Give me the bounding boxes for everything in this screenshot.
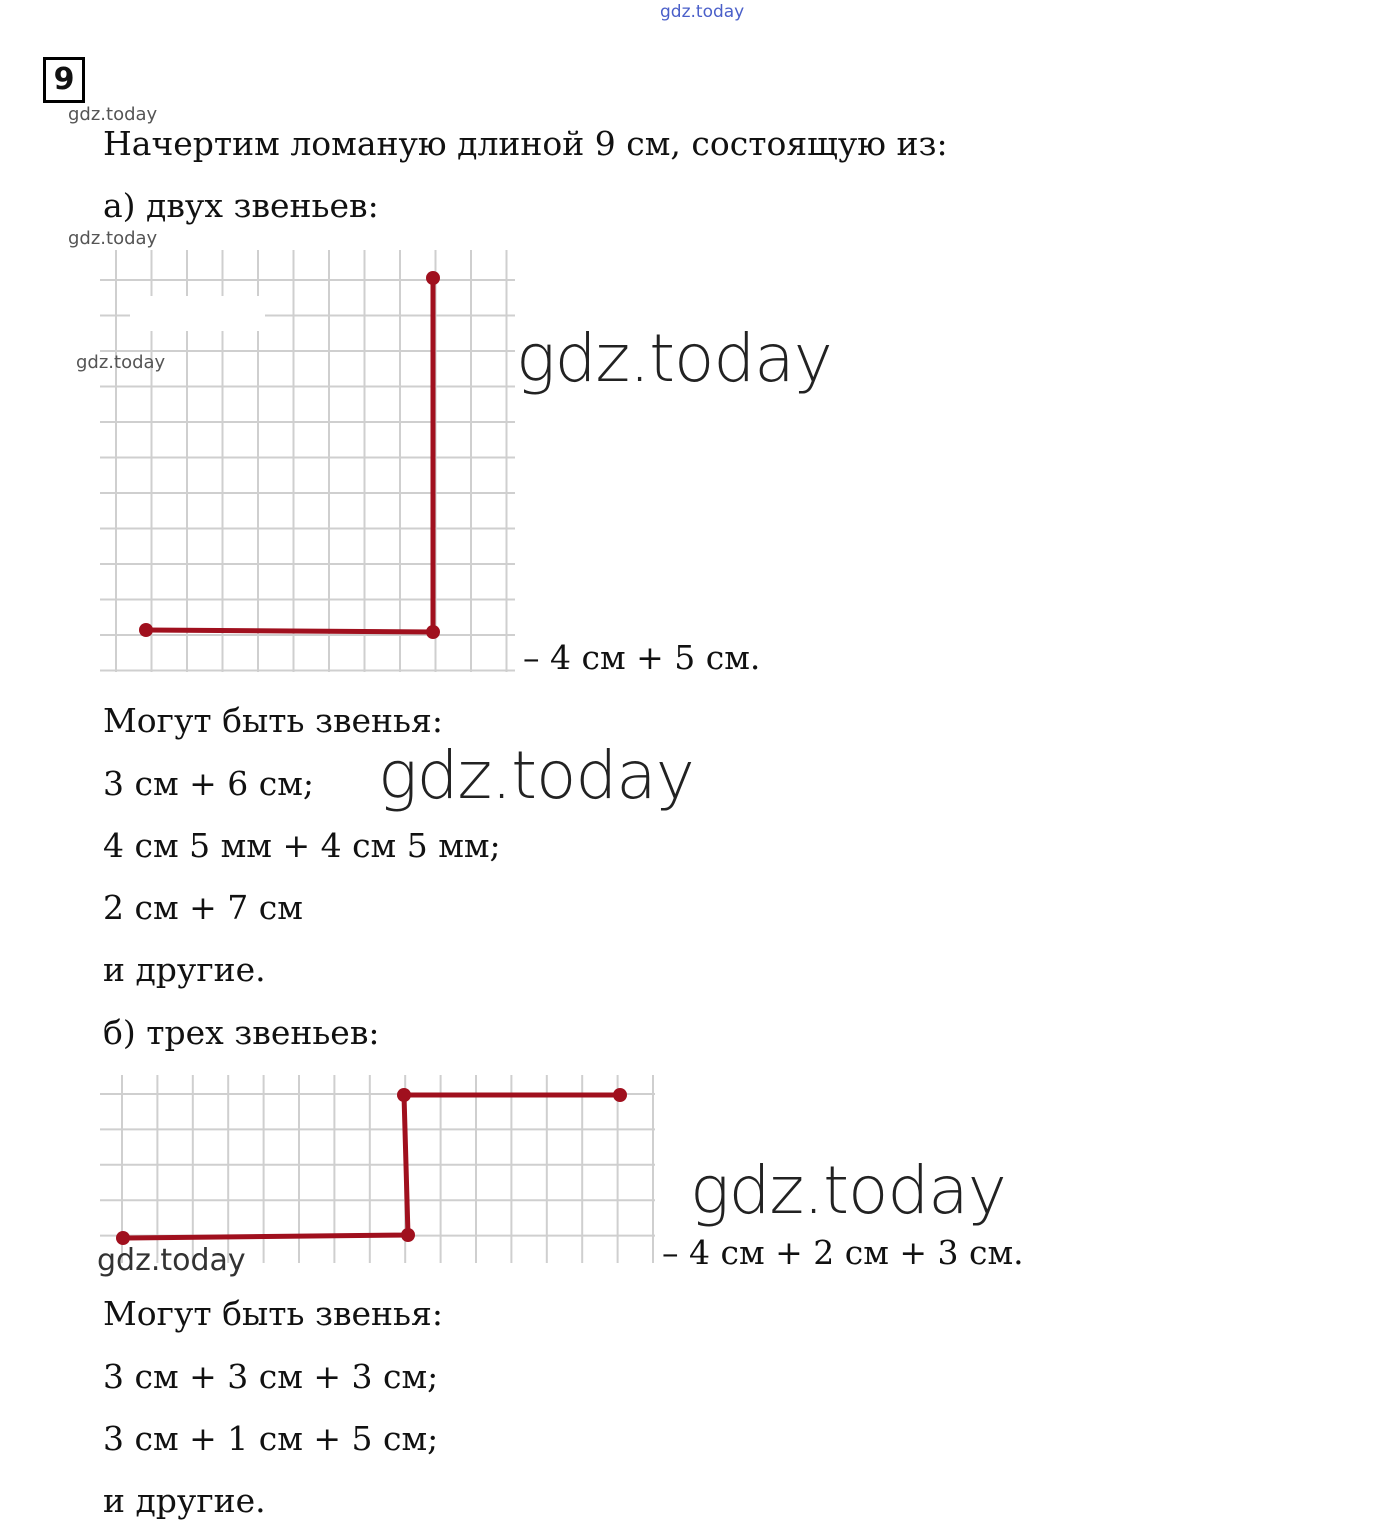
polyline-b-point (613, 1088, 627, 1102)
part-a-others: и другие. (103, 950, 266, 989)
part-b-option: 3 см + 1 см + 5 см; (103, 1419, 439, 1458)
watermark: gdz.today (68, 228, 158, 249)
part-b-may-be: Могут быть звенья: (103, 1294, 443, 1333)
polyline-a-point (139, 623, 153, 637)
part-a-may-be: Могут быть звенья: (103, 701, 443, 740)
polyline-b-point (397, 1088, 411, 1102)
part-b-heading: б) трех звеньев: (103, 1013, 380, 1052)
part-a-heading: а) двух звеньев: (103, 186, 379, 225)
grid-a-gap (130, 296, 265, 331)
watermark-large: gdz.today (516, 320, 832, 397)
polyline-a (146, 278, 433, 632)
part-a-option: 3 см + 6 см; (103, 764, 315, 803)
watermark-large: gdz.today (378, 737, 694, 814)
part-b-option: 3 см + 3 см + 3 см; (103, 1357, 439, 1396)
polyline-a-point (426, 625, 440, 639)
watermark: gdz.today (76, 352, 166, 373)
task-number: 9 (43, 57, 85, 103)
part-a-result: – 4 см + 5 см. (523, 638, 761, 677)
intro-text: Начертим ломаную длиной 9 см, состоящую из: (103, 124, 948, 163)
watermark: gdz.today (68, 104, 158, 125)
watermark: gdz.today (97, 1243, 246, 1278)
part-a-option: 2 см + 7 см (103, 888, 303, 927)
part-a-option: 4 см 5 мм + 4 см 5 мм; (103, 826, 501, 865)
polyline-b (123, 1095, 620, 1238)
watermark-large: gdz.today (690, 1152, 1006, 1229)
part-b-others: и другие. (103, 1481, 266, 1520)
polyline-b-point (401, 1228, 415, 1242)
polyline-a-point (426, 271, 440, 285)
polyline-grid-b (100, 1075, 660, 1265)
polyline-grid-a (100, 250, 520, 675)
part-b-result: – 4 см + 2 см + 3 см. (662, 1233, 1024, 1272)
watermark-top: gdz.today (660, 2, 745, 22)
